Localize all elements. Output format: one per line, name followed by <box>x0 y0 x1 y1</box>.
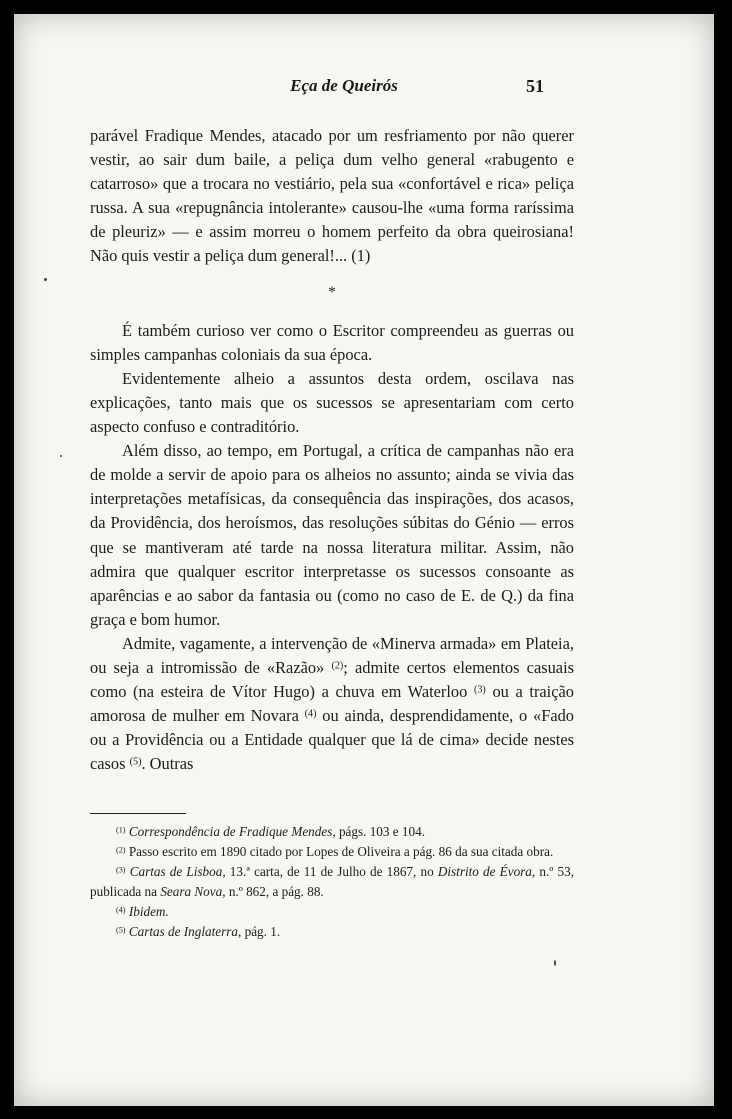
print-speck <box>44 278 47 281</box>
print-speck <box>554 960 556 966</box>
footnote-4 <box>90 902 574 922</box>
footnote-2-text: Passo escrito em 1890 citado por Lopes de Oliveira a pág. 86 da sua citada obra. <box>128 844 554 859</box>
footnote-5 <box>90 922 574 942</box>
paragraph-5-part-e: . Outras <box>141 754 194 774</box>
footnote-ref-5: (5) <box>129 756 142 768</box>
print-speck <box>60 455 62 457</box>
footnote-4-title: Ibidem. <box>128 904 169 919</box>
paragraph-2: É também curioso ver como o Escritor compreendeu as guerras ou simples campanhas coloniais da sua época. <box>90 320 574 364</box>
paragraph-5 <box>90 632 574 777</box>
footnote-3 <box>90 862 574 902</box>
footnote-ref-3: (3) <box>473 684 486 696</box>
footnote-4-mark: (4) <box>116 905 126 915</box>
footnote-3-mark: (3) <box>116 865 126 875</box>
running-title: Eça de Queirós <box>290 76 398 95</box>
section-separator: * <box>328 283 336 301</box>
paragraph-5-part-b: ; admite certos elementos casuais como (na esteira de Vítor Hugo) a chuva em Waterloo <box>90 657 575 702</box>
page-number: 51 <box>526 76 544 96</box>
footnote-1-title: Correspondência de Fradique Mendes, <box>128 824 336 839</box>
paragraph-5-part-c: ou a traição amorosa de mulher em Novara <box>90 682 574 726</box>
footnote-5-mark: (5) <box>116 925 126 935</box>
footnote-ref-4: (4) <box>304 708 317 720</box>
footnotes <box>90 822 574 942</box>
footnote-3-title: Cartas de Lisboa, <box>129 864 226 879</box>
body-text <box>90 124 574 776</box>
footnote-1 <box>90 822 574 842</box>
footnote-1-mark: (1) <box>116 825 126 835</box>
footnote-ref-2: (2) <box>331 660 344 672</box>
paragraph-3: Evidentemente alheio a assuntos desta ordem, oscilava nas explicações, tanto mais que os sucessos se apresentariam com certo aspecto confuso e contraditório. <box>90 368 574 437</box>
footnote-2-mark: (2) <box>116 845 126 855</box>
paragraph-1 <box>90 124 574 269</box>
paragraph-5-part-d: ou ainda, desprendidamente, o «Fado ou a Providência ou a Entidade qualquer que lá de cima» decide nestes casos <box>90 706 574 774</box>
paragraph-4: Além disso, ao tempo, em Portugal, a crítica de campanhas não era de molde a servir de apoio para os alheios no assunto; ainda se vivia das interpretações metafísicas, da consequência das inspirações, dos acasos, da Providência, dos heroísmos, das resoluções súbitas do Génio — erros que se mantiveram até tarde na nossa literatura militar. Assim, não admira que qualquer escritor interpretasse os sucessos consoante as aparências e ao sabor da fantasia ou (como no caso de E. de Q.) da fina graça e bom humor. <box>90 441 574 629</box>
footnote-rule <box>90 813 186 814</box>
footnote-2 <box>90 842 574 862</box>
footnote-3-mid: 13.ª carta, de 11 de Julho de 1867, no <box>225 864 438 879</box>
footnote-3-mid2: n.º 53, publicada na <box>90 864 575 899</box>
page-header <box>14 76 714 106</box>
footnote-3-title3: Seara Nova, <box>160 884 226 899</box>
paragraph-5-part-a: Admite, vagamente, a intervenção de «Minerva armada» em Plateia, ou seja a intromissão de «Razão» <box>90 633 574 677</box>
footnote-ref-1: (1) <box>351 246 371 266</box>
paragraph-1-text: parável Fradique Mendes, atacado por um resfriamento por não querer vestir, ao sair dum baile, a peliça dum velho general «rabugento e catarroso» que a trocara no vestiário, pela sua «confortável e rica» peliça russa. A sua «repugnância intolerante» causou-lhe «uma forma raríssima de pleuriz» — e assim morreu o homem perfeito da obra queirosiana! Não quis vestir a peliça dum general!... <box>90 126 574 266</box>
book-page <box>14 14 714 1106</box>
footnote-5-title: Cartas de Inglaterra, <box>128 924 242 939</box>
footnote-5-rest: pág. 1. <box>241 924 281 939</box>
footnote-1-rest: págs. 103 e 104. <box>335 824 426 839</box>
footnote-3-title2: Distrito de Évora, <box>437 864 536 879</box>
footnote-3-rest: n.º 862, a pág. 88. <box>225 884 324 899</box>
